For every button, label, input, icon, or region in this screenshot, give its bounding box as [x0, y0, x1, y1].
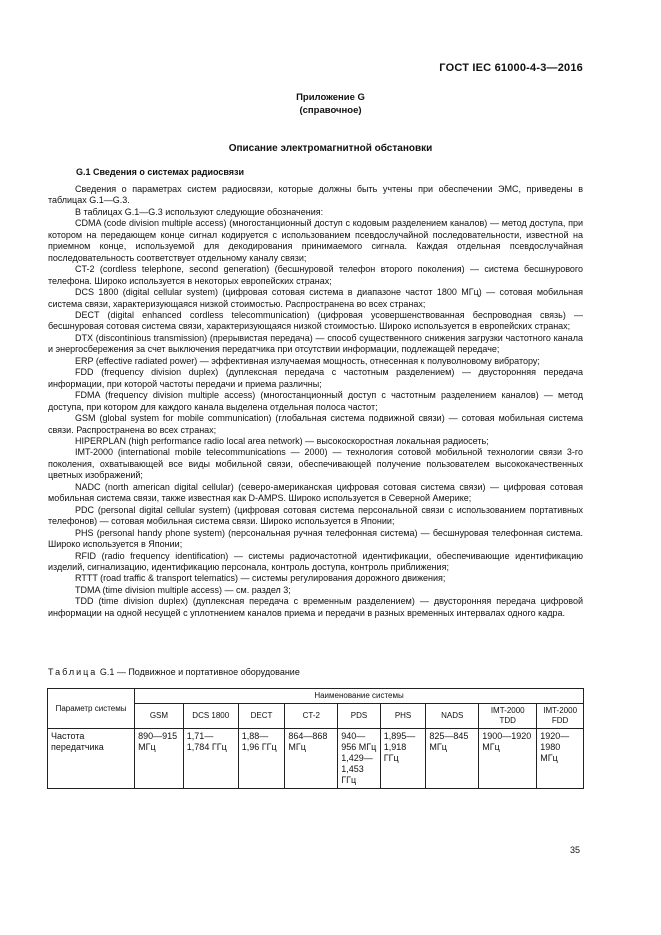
section-title: Описание электромагнитной обстановки: [228, 143, 433, 154]
table-caption-prefix: Таблица: [48, 667, 98, 677]
annex-heading: [0, 91, 661, 117]
table-cell: 1920—1980 МГц: [537, 729, 584, 789]
definition-dect: DECT (digital enhanced cordless telecommunication) (цифровая усовершенствованная беспроводная связь) — бесшнуровая сотовая система связи, характеризующаяся низкой стоимостью. Широко используется в европейских странах;: [48, 309, 583, 332]
definition-gsm: GSM (global system for mobile communication) (глобальная система подвижной связи) — сотовая мобильная система связи. Распространена во всех странах;: [48, 413, 583, 435]
paragraph: Сведения о параметрах систем радиосвязи, которые должны быть учтены при обеспечении ЭМС, приведены в таблицах G.1—G.3.: [48, 184, 583, 206]
standard-code: ГОСТ IEC 61000-4-3—2016: [439, 62, 583, 74]
column-header: NADS: [426, 704, 479, 729]
column-header: IMT-2000 FDD: [537, 704, 584, 729]
definition-phs: PHS (personal handy phone system) (персональная ручная телефонная система) — бесшнуровая телефонная система. Широко используется в Японии;: [48, 527, 583, 550]
annex-type: (справочное): [299, 105, 362, 116]
column-header: DCS 1800: [183, 704, 238, 729]
definition-tdma: TDMA (time division multiple access) — см. раздел 3;: [75, 584, 291, 595]
definition-erp: ERP (effective radiated power) — эффективная излучаемая мощность, отнесенная к полуволновому вибратору;: [75, 355, 540, 366]
table-cell: 1,895—1,918 ГГц: [380, 729, 426, 789]
systems-table: [47, 688, 584, 789]
column-header: IMT-2000 TDD: [479, 704, 537, 729]
table-cell: 825—845 МГц: [426, 729, 479, 789]
definition-rttt: RTTT (road traffic & transport telematics) — системы регулирования дорожного движения;: [75, 573, 446, 584]
column-header: PHS: [380, 704, 426, 729]
table-row: [48, 729, 584, 789]
subsection-heading: G.1 Сведения о системах радиосвязи: [76, 167, 245, 177]
system-group-header: Наименование системы: [135, 689, 584, 704]
definition-fdd: FDD (frequency division duplex) (дуплексная передача с частотным разделением) — двусторонняя передача информации, при которой частоты передачи и приема различны;: [48, 367, 583, 389]
row-param: Частота передатчика: [48, 729, 135, 789]
table-cell: 1,88—1,96 ГГц: [238, 729, 285, 789]
column-header: PDS: [338, 704, 381, 729]
table-header-row: [48, 689, 584, 704]
page-number: 35: [570, 845, 581, 855]
definition-nadc: NADC (north american digital cellular) (северо-американская цифровая сотовая система связи) — цифровая сотовая мобильная система связи, также известная как D-AMPS. Широко используется в Северной Америке;: [48, 481, 583, 504]
param-header: Параметр системы: [48, 689, 135, 729]
definition-tdd: TDD (time division duplex) (дуплексная передача с временным разделением) — двусторонняя передача цифровой информации на одной несущей с уплотнением каналов приема и передачи в разных временных интервалах одного кадра.: [48, 596, 583, 618]
table-caption-text: G.1 — Подвижное и портативное оборудование: [99, 667, 300, 677]
table-cell: 1,71—1,784 ГГц: [183, 729, 238, 789]
definition-dcs1800: DCS 1800 (digital cellular system) (цифровая сотовая система в диапазоне частот 1800 МГц) — сотовая мобильная система связи, характеризующаяся низкой стоимостью. Распространена во всех странах;: [48, 287, 583, 309]
definition-fdma: FDMA (frequency division multiple access) (многостанционный доступ с частотным разделением каналов) — метод доступа, при котором для каждого канала выделена отдельная полоса частот;: [48, 390, 583, 412]
column-header: DECT: [238, 704, 285, 729]
definition-ct2: CT-2 (cordless telephone, second generation) (бесшнуровой телефон второго поколения) — система бесшнурового телефона. Широко используется в некоторых европейских странах;: [48, 264, 583, 286]
column-header: GSM: [135, 704, 184, 729]
definition-imt2000: IMT-2000 (international mobile telecommunications — 2000) — технология сотовой мобильной технологии связи 3-го поколения, охватывающей все виды мобильной связи, обеспечивающей получение пользователем высококачественных цветных изображений;: [48, 447, 583, 481]
definition-dtx: DTX (discontinious transmission) (прерывистая передача) — способ существенного снижения загрузки частотного канала и энергосбережения за счет выключения передатчика при отсутствии информации, подлежащей передаче;: [48, 332, 583, 355]
definition-rfid: RFID (radio frequency identification) — системы радиочастотной идентификации, обеспечивающие идентификацию изделий, сигнализацию, идентификацию персонала, контроль доступа, контроль приближения;: [48, 550, 583, 572]
table-caption: [48, 667, 300, 677]
definition-hiperplan: HIPERPLAN (high performance radio local area network) — высокоскоростная локальная радиосеть;: [75, 435, 489, 446]
table-cell: 890—915 МГц: [135, 729, 184, 789]
table-cell: 864—868 МГц: [285, 729, 338, 789]
column-header: CT-2: [285, 704, 338, 729]
paragraph: В таблицах G.1—G.3 используют следующие обозначения:: [75, 206, 324, 217]
table-cell: 1900—1920 МГц: [479, 729, 537, 789]
definition-pdc: PDC (personal digital cellular system) (цифровая сотовая система персональной связи с использованием портативных телефонов) — сотовая мобильная система связи. Широко используется в Японии;: [48, 504, 583, 527]
definition-cdma: CDMA (code division multiple access) (многостанционный доступ с кодовым разделением каналов) — метод доступа, при котором на передающем конце сигнал кодируется с использованием псевдослучайной последовательности, известной на приемном конце, используемой для декодирования принимаемого сигнала. Каждая отдельная псевдослучайная последовательность соответствует отдельному каналу связи;: [48, 218, 583, 263]
body-text: [48, 184, 583, 619]
annex-title: Приложение G: [296, 92, 365, 103]
table-cell: 940—956 МГц 1,429—1,453 ГГц: [338, 729, 381, 789]
